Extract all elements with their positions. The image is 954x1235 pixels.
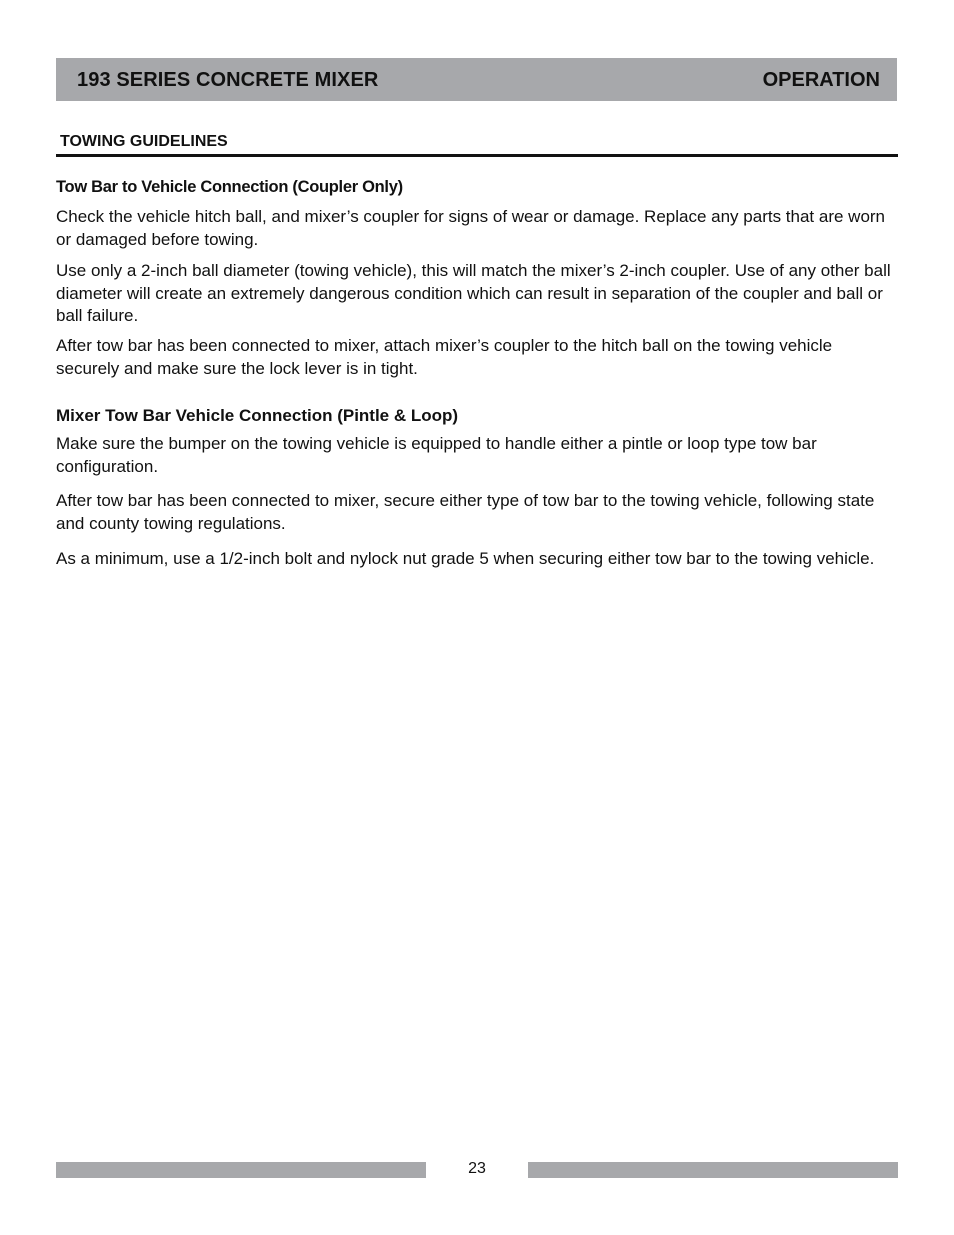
footer-bar-right bbox=[528, 1162, 898, 1178]
page-number: 23 bbox=[468, 1160, 486, 1177]
pintle-paragraph-2: After tow bar has been connected to mixer, secure either type of tow bar to the towing vehicle, following state and county towing regulations. bbox=[56, 491, 875, 533]
pintle-heading: Mixer Tow Bar Vehicle Connection (Pintle & Loop) bbox=[56, 406, 459, 425]
pintle-paragraph-3: As a minimum, use a 1/2-inch bolt and nylock nut grade 5 when securing either tow bar to the towing vehicle. bbox=[56, 549, 875, 568]
pintle-paragraph-1: Make sure the bumper on the towing vehicle is equipped to handle either a pintle or loop type tow bar configuration. bbox=[56, 434, 817, 476]
section-divider bbox=[56, 154, 898, 157]
coupler-heading: Tow Bar to Vehicle Connection (Coupler Only) bbox=[56, 178, 403, 196]
document-title: 193 SERIES CONCRETE MIXER bbox=[77, 69, 379, 91]
coupler-paragraph-1: Check the vehicle hitch ball, and mixer’s coupler for signs of wear or damage. Replace any parts that are worn or damaged before towing. bbox=[56, 207, 886, 249]
section-heading: TOWING GUIDELINES bbox=[60, 133, 228, 150]
coupler-paragraph-2: Use only a 2-inch ball diameter (towing vehicle), this will match the mixer’s 2-inch coupler. Use of any other ball diameter will create an extremely dangerous condition which can result in separation of the coupler and ball or ball failure. bbox=[56, 261, 891, 325]
header-bar bbox=[56, 58, 897, 101]
section-label: OPERATION bbox=[762, 69, 880, 91]
coupler-paragraph-3: After tow bar has been connected to mixer, attach mixer’s coupler to the hitch ball on the towing vehicle securely and make sure the lock lever is in tight. bbox=[56, 336, 833, 378]
